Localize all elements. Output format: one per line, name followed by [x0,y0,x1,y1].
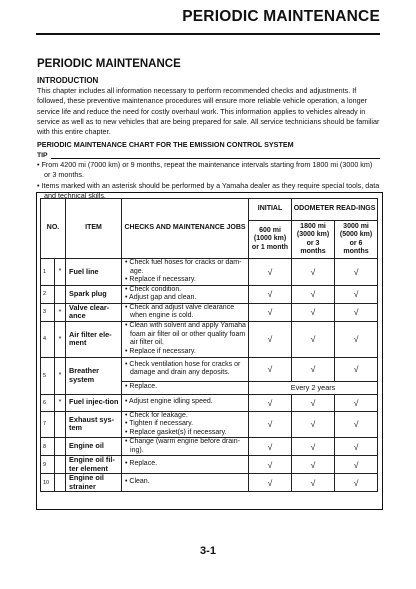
check-mark: √ [249,357,292,381]
item-name: Engine oil strainer [66,474,122,492]
table-row [41,357,378,381]
maintenance-jobs [122,321,249,357]
check-mark: √ [249,285,292,303]
maintenance-jobs [122,381,249,394]
table-row [41,259,378,286]
header-initial: INITIAL [249,199,292,221]
check-mark: √ [292,411,335,438]
row-number: 5 [41,357,55,394]
job-line: • Check ventilation hose for cracks or damage and drain any deposits. [125,360,241,376]
check-mark: √ [292,303,335,321]
header-col-600mi: 600 mi (1000 km) or 1 month [249,221,292,259]
maintenance-jobs [122,411,249,438]
check-mark: √ [292,321,335,357]
table-row [41,411,378,438]
check-mark: √ [335,474,378,492]
check-mark: √ [249,438,292,456]
check-mark: √ [335,438,378,456]
tip-rule [51,158,380,159]
check-mark: √ [335,357,378,381]
check-mark: √ [249,259,292,286]
job-line: • Check fuel hoses for cracks or dam-age. [125,259,242,275]
maintenance-jobs [122,357,249,381]
check-mark: √ [292,474,335,492]
header-col-3000mi: 3000 mi (5000 km) or 6 months [335,221,378,259]
header-item: ITEM [66,199,122,259]
job-line: • Clean. [125,478,150,486]
table-row [41,394,378,411]
job-line: • Adjust gap and clean. [125,294,197,301]
table-row [41,456,378,474]
job-line: • Clean with solvent and apply Yamaha foam air filter oil or other quality foam air filter oil. [125,322,246,346]
maintenance-jobs [122,394,249,411]
check-mark: √ [335,303,378,321]
dealer-asterisk [55,456,66,474]
interval-every-2-years: Every 2 years [249,381,378,394]
table-row [41,438,378,456]
job-line: • Check for leakage. [125,411,188,419]
check-mark: √ [292,394,335,411]
dealer-asterisk: * [55,303,66,321]
header-title: PERIODIC MAINTENANCE [182,8,380,25]
check-mark: √ [292,285,335,303]
dealer-asterisk: * [55,321,66,357]
item-name: Engine oil [66,438,122,456]
check-mark: √ [292,357,335,381]
dealer-asterisk [55,411,66,438]
table-row [41,321,378,357]
section-title: PERIODIC MAINTENANCE [37,58,181,70]
check-mark: √ [249,411,292,438]
header-jobs: CHECKS AND MAINTENANCE JOBS [122,199,249,259]
maintenance-jobs [122,474,249,492]
intro-heading: INTRODUCTION [37,76,99,85]
intro-paragraph: This chapter includes all information necessary to perform recommended checks and adjustments. If followed, these preventive maintenance procedures will ensure more reliable vehicle operation, a longer service life and reduce the need for costly overhaul work. This information applies to vehicles already in service as well as to new vehicles that are being prepared for sale. All service technicians should be familiar with this entire chapter. [37,86,380,137]
check-mark: √ [335,285,378,303]
maintenance-jobs [122,259,249,286]
tip-label: TIP [37,152,48,159]
item-name: Fuel line [66,259,122,286]
row-number: 7 [41,411,55,438]
check-mark: √ [292,456,335,474]
maintenance-jobs [122,456,249,474]
dealer-asterisk [55,438,66,456]
row-number: 4 [41,321,55,357]
job-line: • Replace gasket(s) if necessary. [125,428,227,436]
tip-item: • Items marked with an asterisk should be performed by a Yamaha dealer as they require special tools, data and technical skills. [37,180,380,200]
row-number: 9 [41,456,55,474]
header-col-1800mi: 1800 mi (3000 km) or 3 months [292,221,335,259]
dealer-asterisk [55,474,66,492]
job-line: • Check condition. [125,285,182,293]
job-line: • Adjust engine idling speed. [125,398,213,406]
row-number: 8 [41,438,55,456]
maintenance-jobs [122,285,249,303]
job-line: • Tighten if necessary. [125,420,194,427]
header-no: NO. [41,199,66,259]
check-mark: √ [335,411,378,438]
check-mark: √ [335,456,378,474]
table-row [41,285,378,303]
row-number: 6 [41,394,55,411]
job-line: • Replace if necessary. [125,347,196,355]
job-line: • Replace. [125,460,158,468]
check-mark: √ [292,438,335,456]
check-mark: √ [249,456,292,474]
dealer-asterisk: * [55,357,66,394]
job-line: • Check and adjust valve clearance when engine is cold. [125,303,235,319]
item-name: Valve clear-ance [66,303,122,321]
row-number: 3 [41,303,55,321]
maintenance-jobs [122,303,249,321]
chart-heading: PERIODIC MAINTENANCE CHART FOR THE EMISSION CONTROL SYSTEM [37,140,294,149]
page-number: 3-1 [200,545,216,557]
maintenance-table [40,198,378,492]
row-number: 1 [41,259,55,286]
check-mark: √ [335,259,378,286]
job-line: • Change (warm engine before drain-ing). [125,438,240,454]
row-number: 10 [41,474,55,492]
job-line: • Replace if necessary. [125,276,196,283]
dealer-asterisk [55,285,66,303]
table-row [41,474,378,492]
item-name: Exhaust sys-tem [66,411,122,438]
dealer-asterisk: * [55,259,66,286]
check-mark: √ [249,303,292,321]
header-rule [36,33,380,35]
header-odometer: ODOMETER READ-INGS [292,199,378,221]
check-mark: √ [249,474,292,492]
check-mark: √ [249,394,292,411]
item-name: Breather system [66,357,122,394]
job-line: • Replace. [125,383,158,391]
check-mark: √ [335,321,378,357]
check-mark: √ [249,321,292,357]
item-name: Engine oil fil-ter element [66,456,122,474]
check-mark: √ [292,259,335,286]
row-number: 2 [41,285,55,303]
dealer-asterisk: * [55,394,66,411]
check-mark: √ [335,394,378,411]
item-name: Fuel injec-tion [66,394,122,411]
item-name: Air filter ele-ment [66,321,122,357]
item-name: Spark plug [66,285,122,303]
table-row [41,303,378,321]
tip-item: • From 4200 mi (7000 km) or 9 months, repeat the maintenance intervals starting from 1800 mi (3000 km) or 3 months. [37,160,373,180]
maintenance-jobs [122,438,249,456]
